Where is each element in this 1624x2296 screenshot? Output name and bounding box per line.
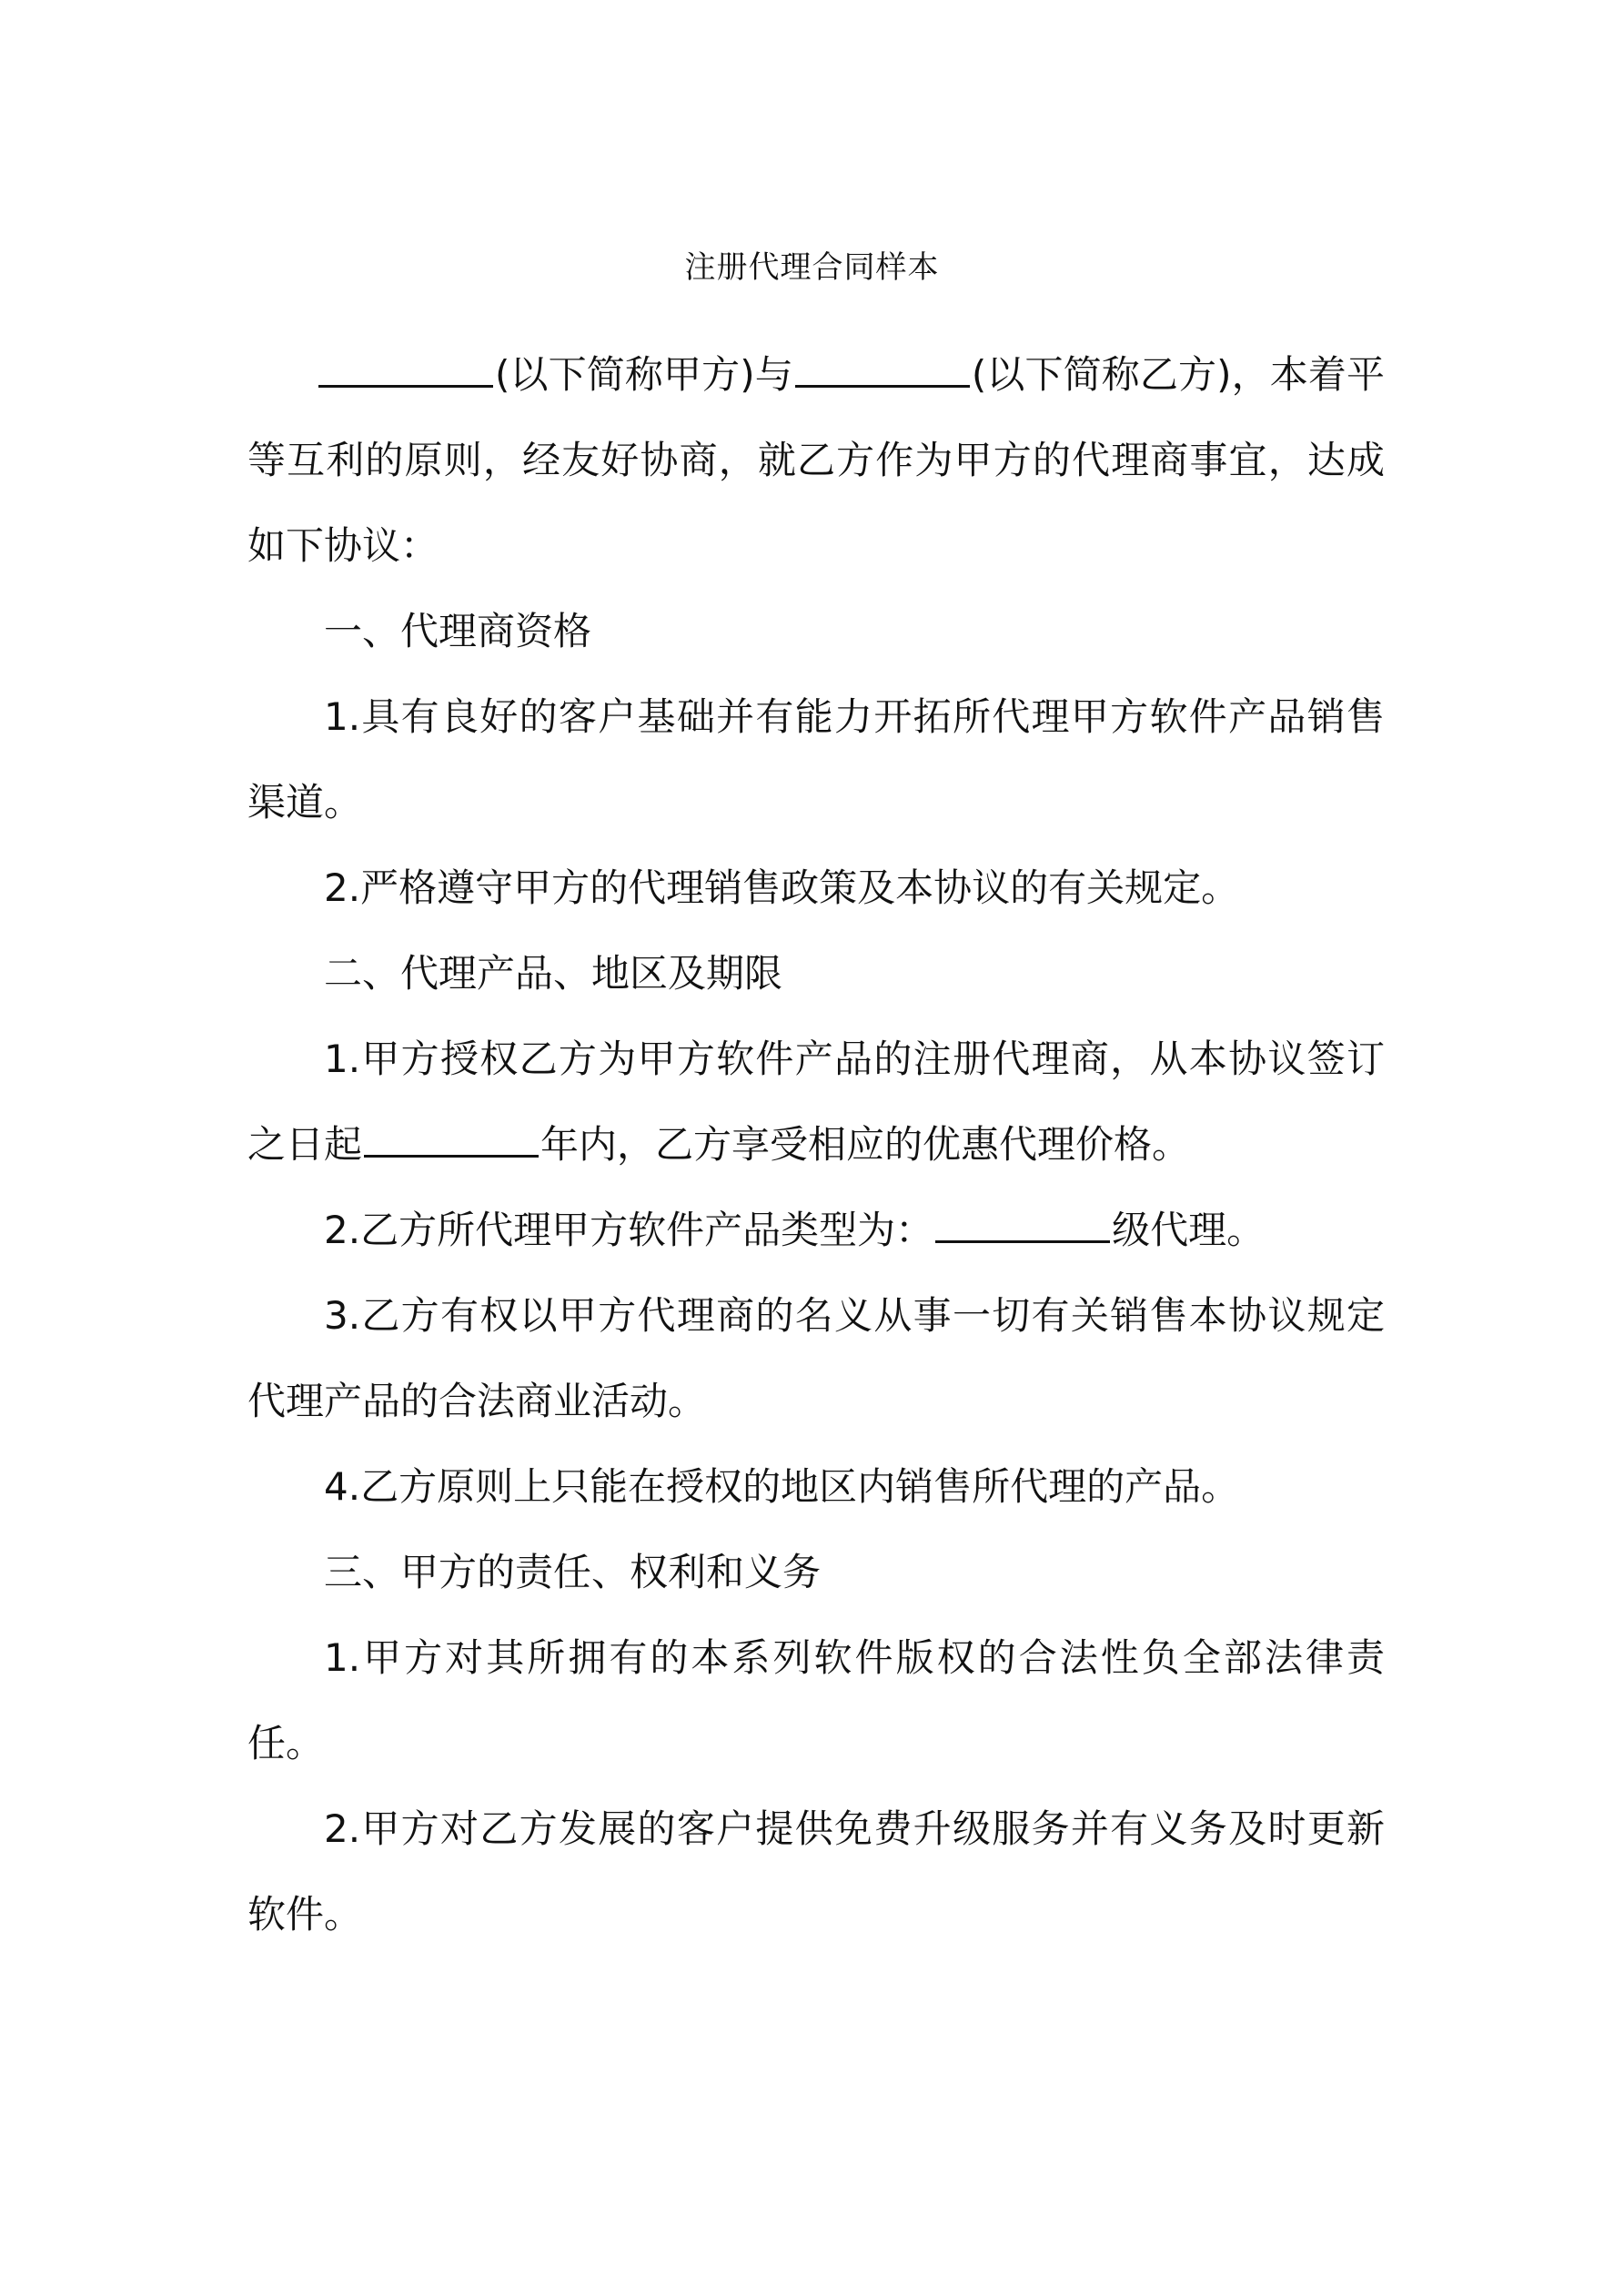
party-a-blank[interactable] [318,350,493,388]
intro-text-2: (以下简称乙方)，本着平等互利的原则，经友好协商，就乙方作为甲方的代理商事宜，达成如下协议： [247,352,1385,568]
party-b-blank[interactable] [795,350,970,388]
section-2-item-1-text-2: 年内，乙方享受相应的优惠代理价格。 [540,1122,1191,1167]
section-1-heading: 一、代理商资格 [324,609,592,653]
section-1-item-2: 2.严格遵守甲方的代理销售政策及本协议的有关规定。 [324,865,1240,910]
section-1-item-1: 1.具有良好的客户基础并有能力开拓所代理甲方软件产品销售渠道。 [247,694,1385,824]
document-body [247,332,1385,1957]
intro-text-1: (以下简称甲方)与 [495,352,793,397]
agent-level-blank[interactable] [935,1206,1110,1243]
section-2-item-2 [247,1188,1385,1273]
document-title: 注册代理合同样本 [684,249,940,286]
section-3-item-2: 2.甲方对乙方发展的客户提供免费升级服务并有义务及时更新软件。 [247,1806,1385,1937]
intro-paragraph [247,332,1385,589]
section-2-item-1-text-1: 1.甲方授权乙方为甲方软件产品的注册代理商，从本协议签订之日起 [247,1037,1385,1167]
section-2-item-2-text-1: 2.乙方所代理甲方软件产品类型为： [324,1208,934,1252]
term-years-blank[interactable] [364,1120,539,1158]
section-2-item-3: 3.乙方有权以甲方代理商的名义从事一切有关销售本协议规定代理产品的合法商业活动。 [247,1293,1385,1423]
section-2-item-1 [247,1017,1385,1188]
section-2-item-2-text-2: 级代理。 [1112,1208,1266,1252]
section-2-heading: 二、代理产品、地区及期限 [324,951,783,996]
section-3-item-1: 1.甲方对其所拥有的本系列软件版权的合法性负全部法律责任。 [247,1635,1385,1765]
section-2-item-4: 4.乙方原则上只能在授权的地区内销售所代理的产品。 [324,1464,1240,1509]
section-3-heading: 三、甲方的责任、权利和义务 [324,1550,822,1594]
